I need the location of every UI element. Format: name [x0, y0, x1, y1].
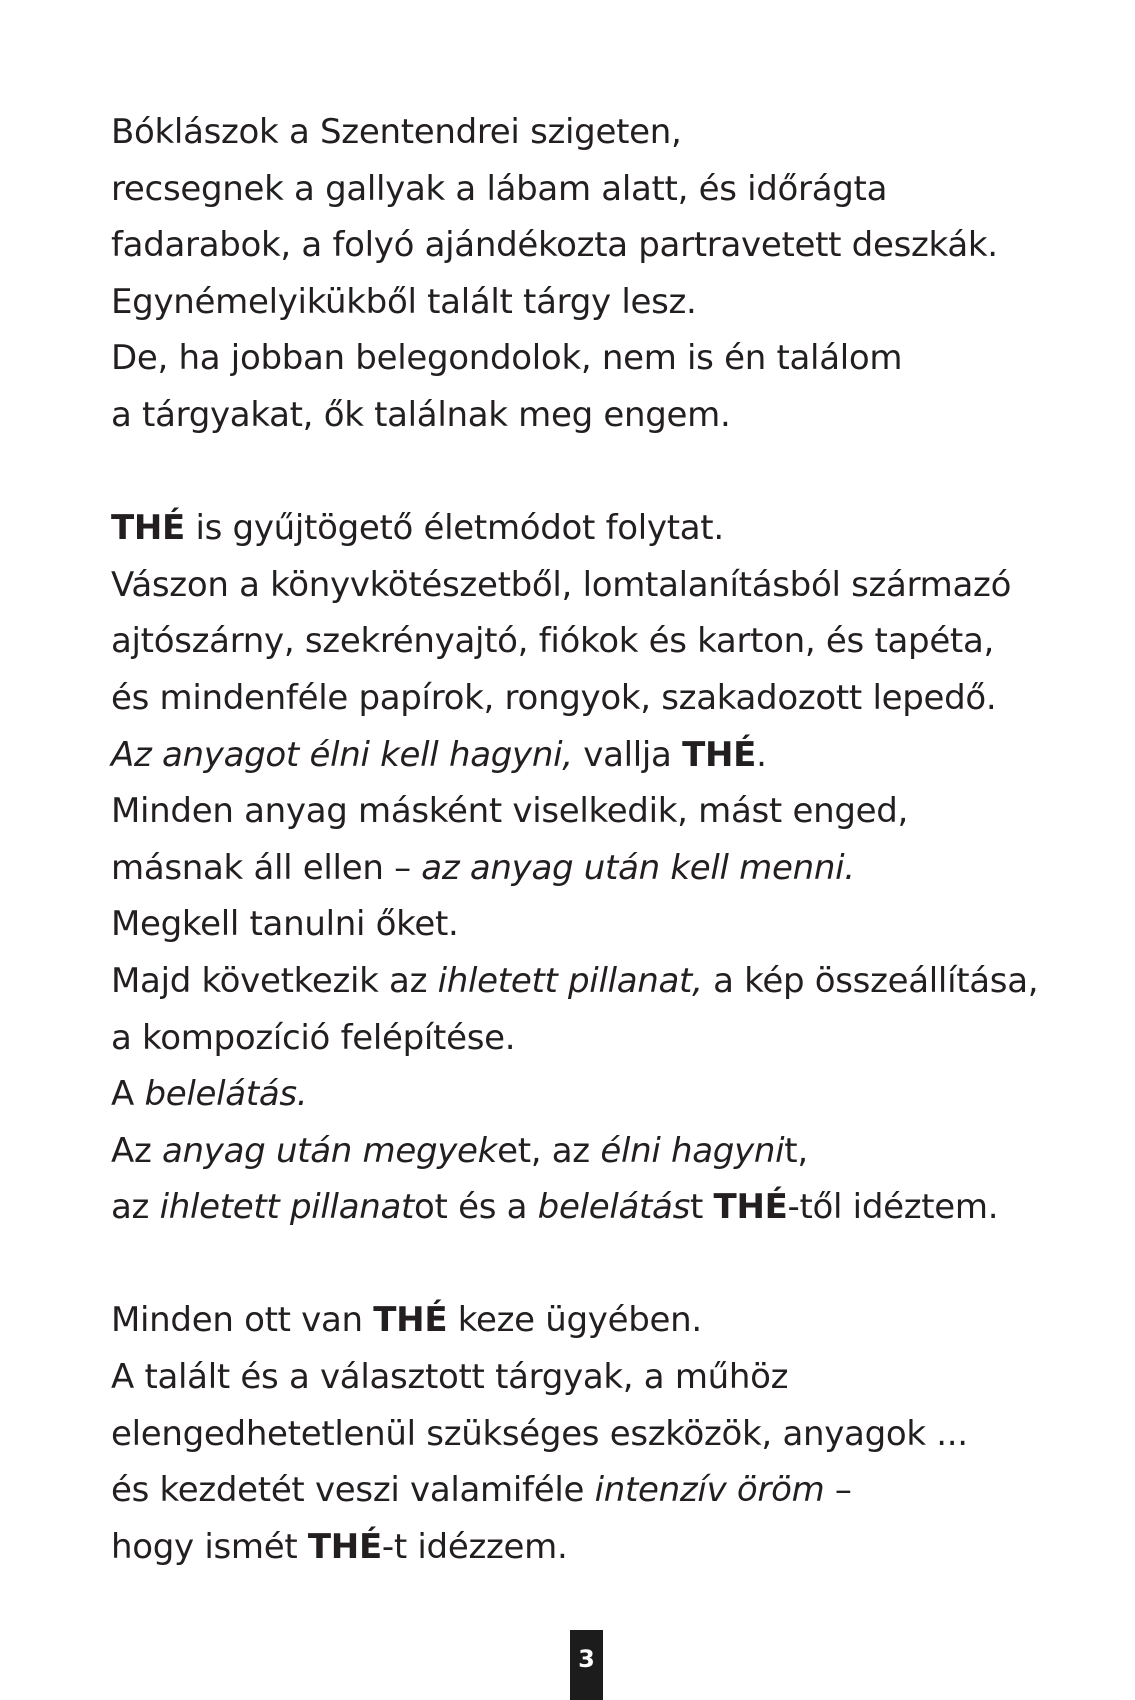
text-line: fadarabok, a folyó ajándékozta partravetett deszkák.: [111, 225, 998, 266]
text-line: recsegnek a gallyak a lábam alatt, és időrágta: [111, 168, 888, 209]
text-line: ajtószárny, szekrényajtó, fiókok és karton, és tapéta,: [111, 621, 995, 662]
text-line: a tárgyakat, ők találnak meg engem.: [111, 394, 731, 435]
text-line: [111, 1123, 1071, 1180]
text-line: Egynémelyikükből talált tárgy lesz.: [111, 281, 697, 322]
text-line: [111, 953, 1071, 1010]
quote-italic: ihletett pillanat,: [437, 960, 703, 1001]
text-run: .: [756, 734, 767, 775]
text-line: Vászon a könyvkötészetből, lomtalanításból származó: [111, 564, 1012, 605]
text-run: t,: [784, 1130, 808, 1171]
text-run: és kezdetét veszi valamiféle: [111, 1470, 595, 1511]
artist-name: THÉ: [373, 1300, 448, 1341]
paragraph-2: [111, 500, 1071, 1236]
paragraph-spacer: [111, 444, 1071, 501]
text-run: –: [824, 1470, 852, 1511]
text-run: vallja: [572, 734, 683, 775]
text-run: az: [111, 1187, 160, 1228]
page-number: 3: [570, 1630, 603, 1700]
text-run: A: [111, 1074, 145, 1115]
quote-italic: ihletett pillanat: [159, 1187, 415, 1228]
text-line: [111, 727, 1071, 784]
quote-italic: élni hagyni: [600, 1130, 785, 1171]
text-line: [111, 1519, 1071, 1576]
artist-name: THÉ: [111, 508, 185, 549]
text-line: De, ha jobban belegondolok, nem is én találom: [111, 338, 903, 379]
text-run: hogy ismét: [111, 1526, 308, 1567]
text-line: [111, 1462, 1071, 1519]
artist-name: THÉ: [682, 734, 757, 775]
paragraph-3: [111, 1292, 1071, 1575]
text-run: Az: [111, 1130, 163, 1171]
text-run: is gyűjtögető életmódot folytat.: [184, 508, 724, 549]
text-line: [111, 500, 1071, 557]
quote-italic: intenzív öröm: [594, 1470, 825, 1511]
text-line: A talált és a választott tárgyak, a műhöz: [111, 1357, 789, 1398]
body-text: [111, 104, 1071, 1575]
text-line: [111, 1066, 1071, 1123]
text-line: [111, 840, 1071, 897]
quote-italic: belelátás.: [144, 1074, 308, 1115]
text-line: elengedhetetlenül szükséges eszközök, anyagok ...: [111, 1413, 968, 1454]
text-run: -t idézzem.: [381, 1526, 568, 1567]
quote-italic: anyag után megyek: [162, 1130, 498, 1171]
quote-italic: belelátás: [537, 1187, 690, 1228]
text-run: Majd következik az: [111, 960, 438, 1001]
text-line: Bóklászok a Szentendrei szigeten,: [111, 112, 682, 152]
text-line: [111, 1292, 1071, 1349]
quote-italic: az anyag után kell menni.: [421, 847, 855, 888]
quote-italic: Az anyagot élni kell hagyni,: [111, 734, 573, 775]
text-line: a kompozíció felépítése.: [111, 1017, 516, 1058]
text-run: a kép összeállítása,: [702, 960, 1039, 1001]
text-run: keze ügyében.: [447, 1300, 702, 1341]
text-line: Megkell tanulni őket.: [111, 904, 459, 945]
text-run: másnak áll ellen –: [111, 847, 422, 888]
artist-name: THÉ: [713, 1187, 788, 1228]
text-run: Minden ott van: [111, 1300, 374, 1341]
text-run: -től idéztem.: [787, 1187, 999, 1228]
text-run: t: [690, 1187, 714, 1228]
text-run: ot és a: [414, 1187, 538, 1228]
text-line: [111, 1179, 1071, 1236]
text-line: és mindenféle papírok, rongyok, szakadozott lepedő.: [111, 677, 997, 718]
paragraph-1: [111, 104, 1071, 444]
paragraph-spacer: [111, 1236, 1071, 1293]
text-run: et, az: [497, 1130, 601, 1171]
artist-name: THÉ: [307, 1526, 382, 1567]
text-line: Minden anyag másként viselkedik, mást enged,: [111, 791, 909, 832]
